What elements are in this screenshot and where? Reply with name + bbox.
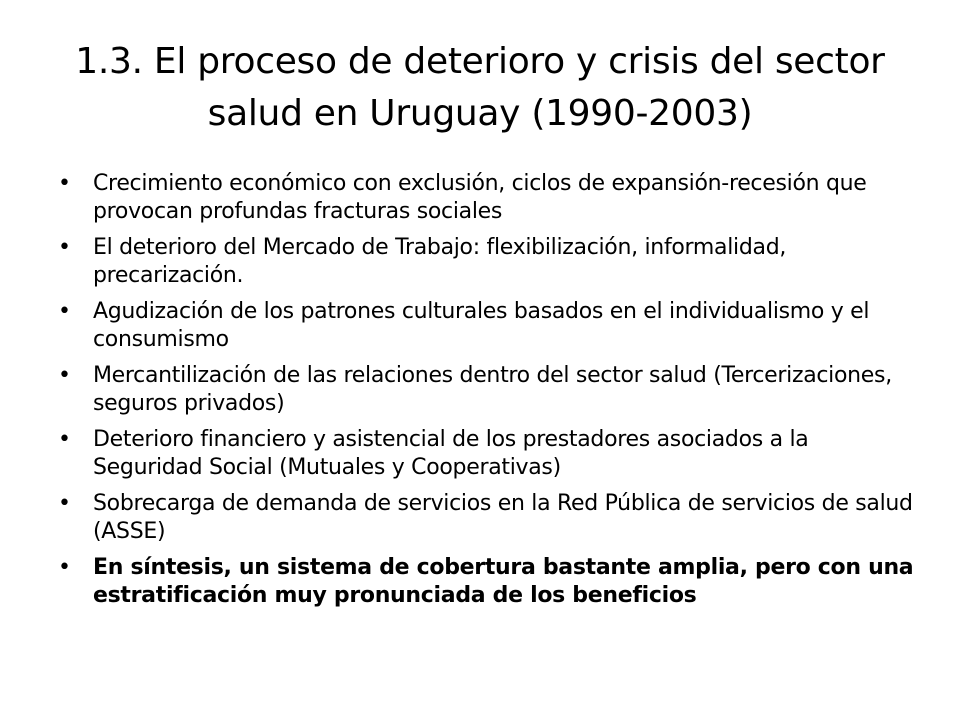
bullet-item-summary [58, 554, 918, 610]
bullet-icon: • [58, 235, 71, 260]
bullet-item [58, 362, 918, 418]
bullet-icon: • [58, 171, 71, 196]
bullet-text: Agudización de los patrones culturales basados en el individualismo y el consumismo [93, 299, 870, 352]
bullet-text: Crecimiento económico con exclusión, ciclos de expansión-recesión que provocan profundas fracturas sociales [93, 171, 867, 224]
bullet-item [58, 490, 918, 546]
bullet-text: Sobrecarga de demanda de servicios en la Red Pública de servicios de salud (ASSE) [93, 491, 913, 544]
bullet-item [58, 170, 918, 226]
bullet-text: El deterioro del Mercado de Trabajo: flexibilización, informalidad, precarización. [93, 235, 787, 288]
bullet-item [58, 426, 918, 482]
bullet-text: Deterioro financiero y asistencial de los prestadores asociados a la Seguridad Social (Mutuales y Cooperativas) [93, 427, 809, 480]
bullet-icon: • [58, 427, 71, 452]
bullet-text: Mercantilización de las relaciones dentro del sector salud (Tercerizaciones, seguros privados) [93, 363, 892, 416]
bullet-icon: • [58, 299, 71, 324]
bullet-icon: • [58, 363, 71, 388]
bullet-item [58, 298, 918, 354]
bullet-text: En síntesis, un sistema de cobertura bastante amplia, pero con una estratificación muy pronunciada de los beneficios [93, 555, 914, 608]
bullet-item [58, 234, 918, 290]
bullet-list [58, 170, 918, 618]
bullet-icon: • [58, 491, 71, 516]
bullet-icon: • [58, 555, 71, 580]
slide-title: 1.3. El proceso de deterioro y crisis del sector salud en Uruguay (1990-2003) [75, 41, 885, 134]
